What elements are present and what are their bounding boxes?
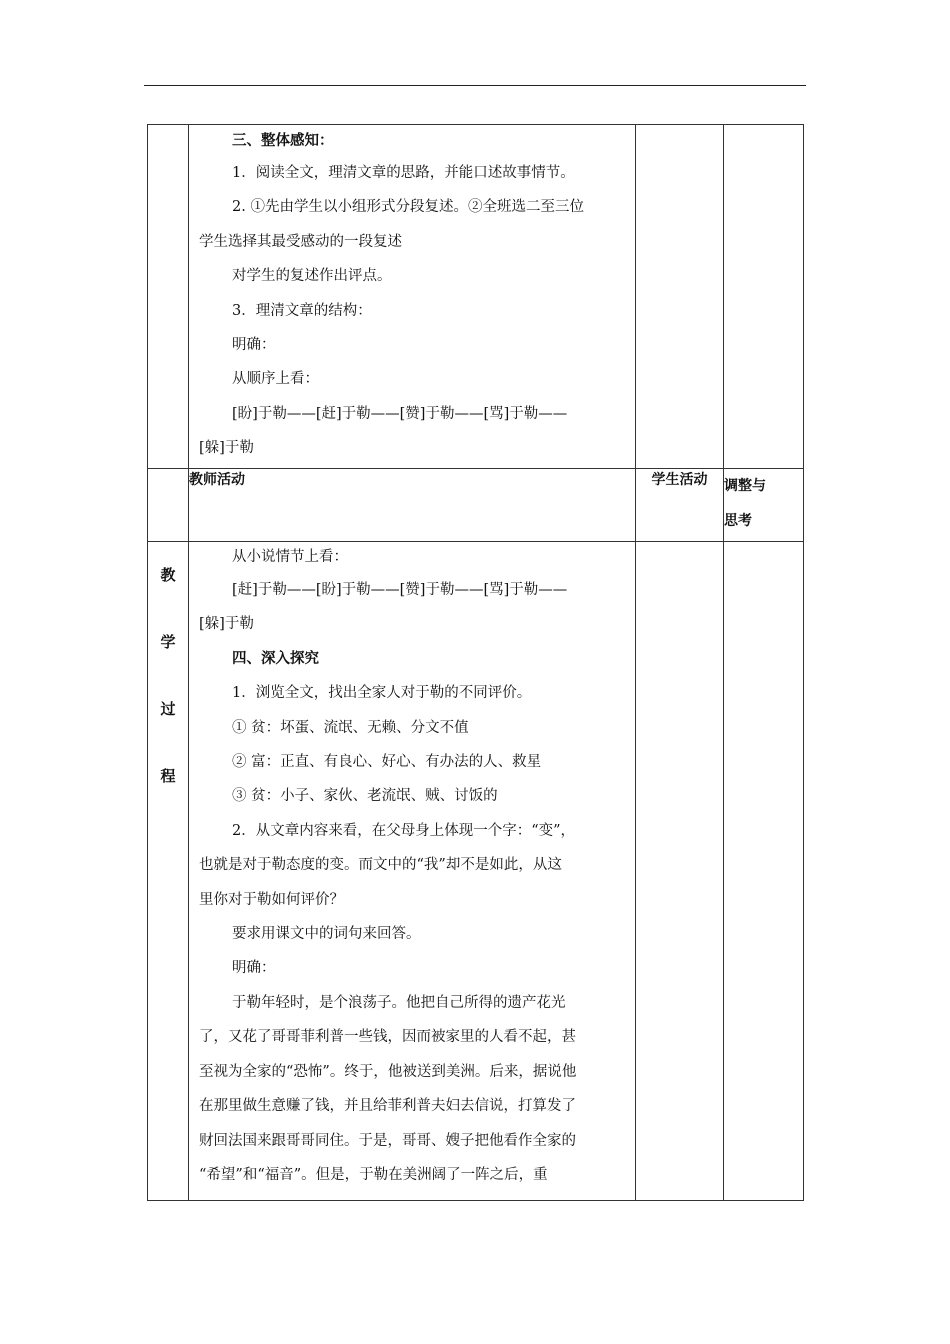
content-line: [赶]于勒——[盼]于勒——[赞]于勒——[骂]于勒—— (232, 582, 568, 598)
side-cell-empty (148, 125, 189, 469)
adjust-header-line2: 思考 (724, 513, 752, 529)
content-line: 2. ①先由学生以小组形式分段复述。②全班选二至三位 (232, 199, 584, 216)
content-line: 在那里做生意赚了钱，并且给菲利普夫妇去信说，打算发了 (199, 1098, 576, 1115)
label-char: 程 (160, 767, 176, 785)
teacher-activity-header: 教师活动 (189, 469, 636, 542)
content-line: 学生选择其最受感动的一段复述 (199, 233, 402, 250)
student-activity-cell (636, 125, 724, 469)
content-line: 里你对于勒如何评价？ (199, 891, 344, 908)
section-heading: 四、深入探究 (232, 649, 319, 667)
content-line: 财回法国来跟哥哥同住。于是，哥哥、嫂子把他看作全家的 (199, 1132, 576, 1149)
content-line: 对学生的复述作出评点。 (232, 268, 392, 285)
content-line: 1．阅读全文，理清文章的思路，并能口述故事情节。 (232, 165, 575, 181)
teacher-activity-cell (189, 125, 636, 469)
content-line: 从小说情节上看： (232, 549, 348, 565)
side-cell-empty (148, 469, 189, 542)
adjust-cell (724, 125, 804, 469)
table-row-overall-perception (148, 125, 804, 469)
student-activity-cell (636, 542, 724, 1201)
section-heading: 三、整体感知： (232, 132, 334, 149)
content-line: 明确： (232, 960, 276, 977)
adjust-header-line1: 调整与 (724, 478, 766, 494)
content-line: 1．浏览全文，找出全家人对于勒的不同评价。 (232, 685, 532, 702)
content-line: ② 富：正直、有良心、好心、有办法的人、救星 (232, 754, 542, 771)
content-line: 于勒年轻时，是个浪荡子。他把自己所得的遗产花光 (232, 994, 566, 1011)
content-line: [躲]于勒 (199, 440, 254, 457)
content-line: 明确： (232, 337, 276, 354)
content-line: 3．理清文章的结构： (232, 302, 372, 319)
content-line: [躲]于勒 (199, 616, 254, 633)
content-line: 也就是对于勒态度的变。而文中的“我”却不是如此，从这 (199, 857, 562, 874)
content-line: ③ 贫：小子、家伙、老流氓、贼、讨饭的 (232, 788, 498, 805)
content-line: “希望”和“福音”。但是，于勒在美洲阔了一阵之后，重 (199, 1166, 548, 1183)
content-line: 要求用课文中的词句来回答。 (232, 926, 421, 943)
adjust-reflect-header (724, 469, 804, 542)
lesson-plan-table (147, 124, 804, 1201)
content-line: 从顺序上看： (232, 371, 319, 388)
content-line: 2．从文章内容来看，在父母身上体现一个字：“变”， (232, 822, 576, 839)
table-header-row (148, 469, 804, 542)
teaching-process-label (148, 542, 189, 1201)
content-line: 了，又花了哥哥菲利普一些钱，因而被家里的人看不起，甚 (199, 1029, 576, 1046)
student-activity-header: 学生活动 (636, 469, 724, 542)
teacher-activity-cell (189, 542, 636, 1201)
page-header-rule (144, 85, 806, 86)
label-char: 过 (160, 700, 176, 718)
content-line: [盼]于勒——[赶]于勒——[赞]于勒——[骂]于勒—— (232, 405, 568, 422)
content-line: 至视为全家的“恐怖”。终于，他被送到美洲。后来，据说他 (199, 1063, 577, 1080)
table-row-teaching-process (148, 542, 804, 1201)
adjust-cell (724, 542, 804, 1201)
label-char: 教 (160, 566, 176, 584)
content-line: ① 贫：坏蛋、流氓、无赖、分文不值 (232, 719, 469, 736)
label-char: 学 (160, 633, 176, 651)
